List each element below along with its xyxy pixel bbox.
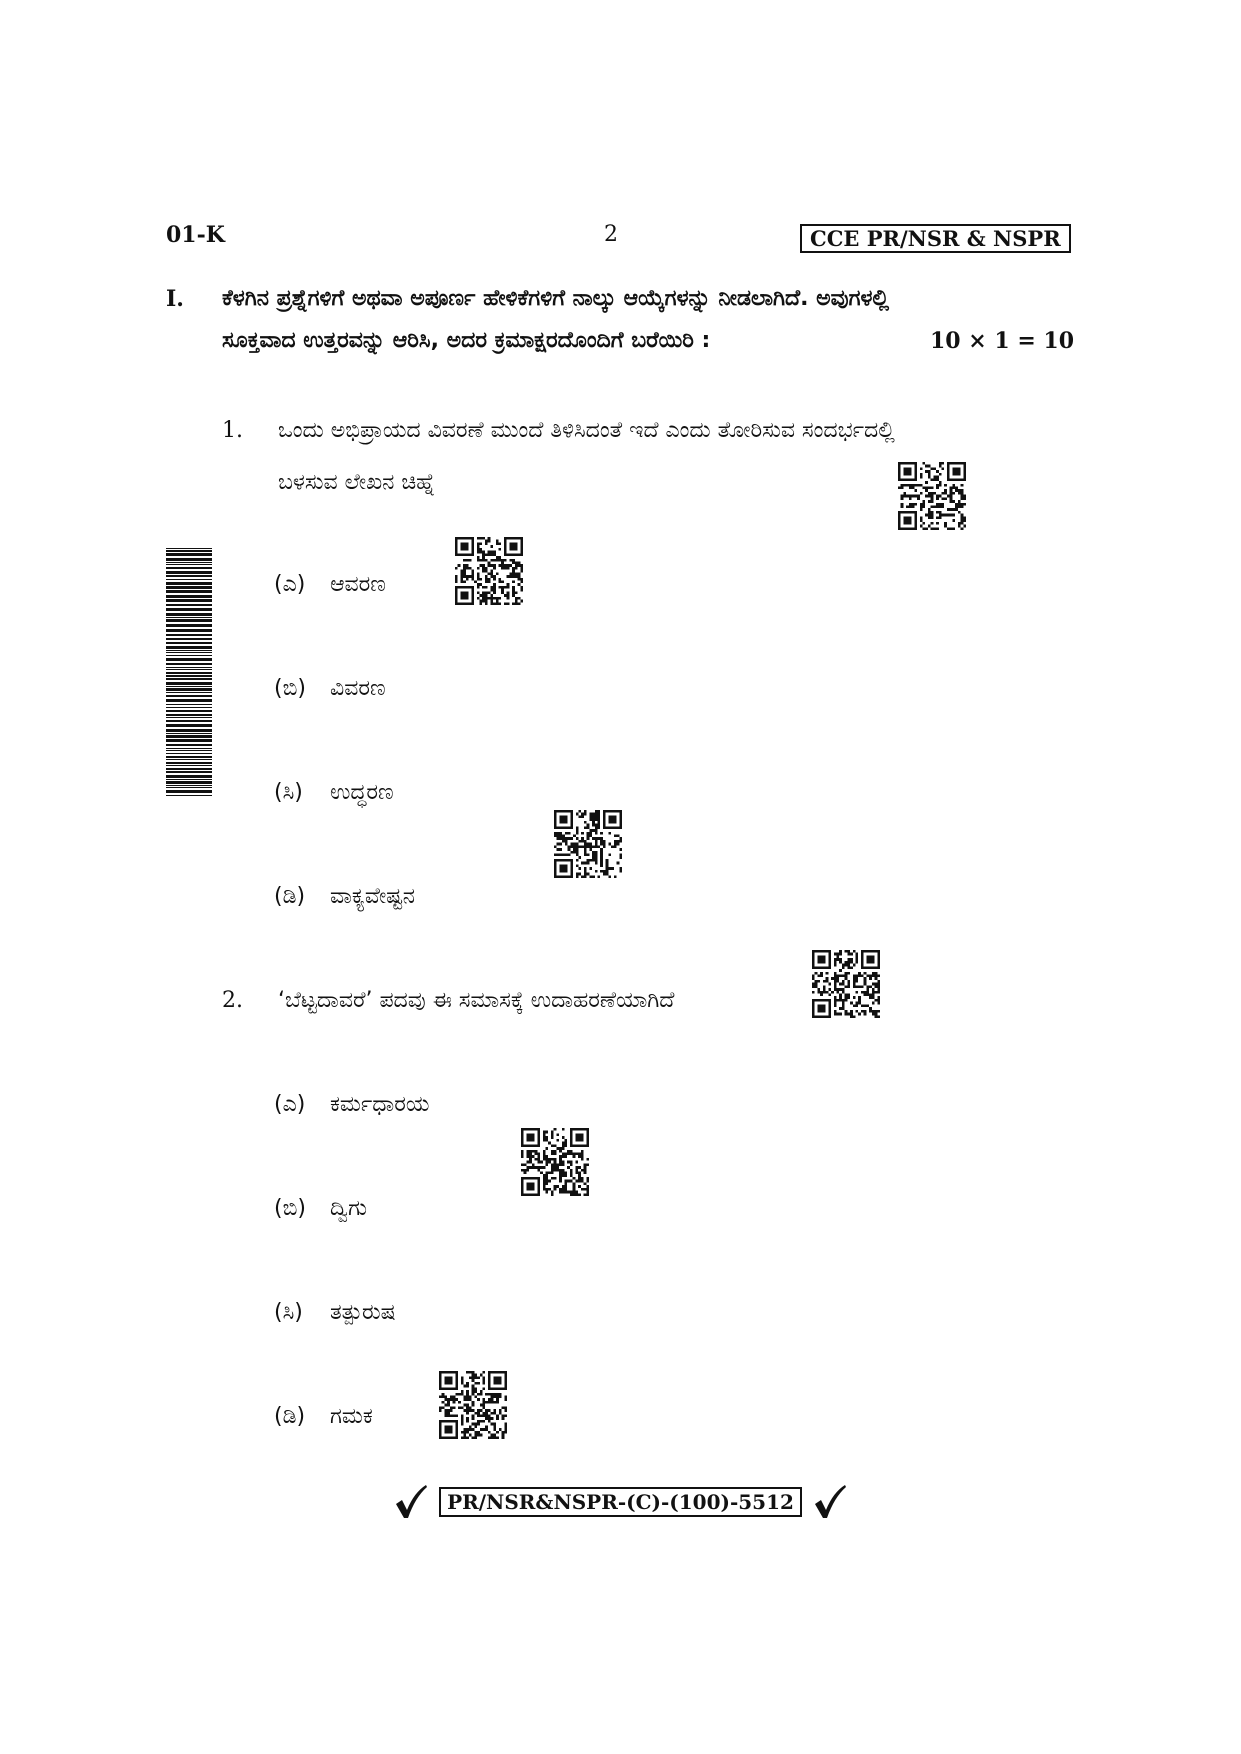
question-2-text-line1: ‘ಬೆಟ್ಟದಾವರೆ’ ಪದವು ಈ ಸಮಾಸಕ್ಕೆ ಉದಾಹರಣೆಯಾಗಿದೆ: [278, 988, 675, 1013]
exam-title-box: CCE PR/NSR & NSPR: [800, 224, 1071, 253]
section-instruction-line2: ಸೂಕ್ತವಾದ ಉತ್ತರವನ್ನು ಆರಿಸಿ, ಅದರ ಕ್ರಮಾಕ್ಷರದೊಂದಿಗೆ ಬರೆಯಿರಿ :: [222, 328, 711, 353]
option-label: (ಡಿ): [274, 1404, 306, 1429]
section-number: I.: [166, 286, 184, 312]
qr-code-icon: [812, 950, 880, 1018]
question-2-option-d: [274, 1404, 373, 1429]
option-text: ಕರ್ಮಧಾರಯ: [330, 1092, 430, 1117]
qr-code-icon: [521, 1128, 589, 1196]
question-2-number: 2.: [222, 988, 243, 1013]
footer: [0, 1484, 1241, 1520]
qr-code-icon: [898, 462, 966, 530]
page-number: 2: [604, 222, 618, 247]
paper-code: 01-K: [166, 222, 225, 248]
option-text: ತತ್ಪುರುಷ: [330, 1300, 396, 1325]
option-label: (ಎ): [274, 1092, 306, 1117]
question-1-option-c: [274, 780, 394, 805]
option-label: (ಬಿ): [274, 676, 306, 701]
option-label: (ಸಿ): [274, 780, 303, 805]
qr-code-icon: [439, 1371, 507, 1439]
checkmark-icon: [813, 1484, 847, 1520]
option-text: ಉದ್ಧರಣ: [330, 780, 394, 805]
question-1-option-b: [274, 676, 386, 701]
option-text: ಗಮಕ: [330, 1404, 373, 1429]
option-text: ವಾಕ್ಯವೇಷ್ಟನ: [330, 884, 415, 909]
question-1-text-line1: ಒಂದು ಅಭಿಪ್ರಾಯದ ವಿವರಣೆ ಮುಂದೆ ತಿಳಿಸಿದಂತೆ ಇದೆ ಎಂದು ತೋರಿಸುವ ಸಂದರ್ಭದಲ್ಲಿ: [278, 418, 895, 443]
option-label: (ಸಿ): [274, 1300, 303, 1325]
option-text: ವಿವರಣ: [330, 676, 386, 701]
section-marks: 10 × 1 = 10: [930, 328, 1075, 354]
checkmark-icon: [394, 1484, 428, 1520]
qr-code-icon: [455, 537, 523, 605]
question-2-option-b: [274, 1196, 367, 1221]
barcode-icon: [166, 548, 212, 796]
option-label: (ಡಿ): [274, 884, 306, 909]
question-2-option-a: [274, 1092, 429, 1117]
question-1-option-a: [274, 572, 386, 597]
section-instruction-line1: ಕೆಳಗಿನ ಪ್ರಶ್ನೆಗಳಿಗೆ ಅಥವಾ ಅಪೂರ್ಣ ಹೇಳಿಕೆಗಳಿಗೆ ನಾಲ್ಕು ಆಯ್ಕೆಗಳನ್ನು ನೀಡಲಾಗಿದೆ. ಅವುಗಳಲ್ಲಿ: [222, 286, 890, 311]
qr-code-icon: [554, 810, 622, 878]
footer-code-box: PR/NSR&NSPR-(C)-(100)-5512: [439, 1487, 802, 1517]
option-text: ಆವರಣ: [330, 572, 386, 597]
question-1-text-line2: ಬಳಸುವ ಲೇಖನ ಚಿಹ್ನೆ: [278, 470, 436, 495]
question-2-option-c: [274, 1300, 396, 1325]
question-1-option-d: [274, 884, 415, 909]
option-label: (ಬಿ): [274, 1196, 306, 1221]
option-label: (ಎ): [274, 572, 306, 597]
question-1-number: 1.: [222, 418, 243, 443]
option-text: ದ್ವಿಗು: [330, 1196, 368, 1221]
